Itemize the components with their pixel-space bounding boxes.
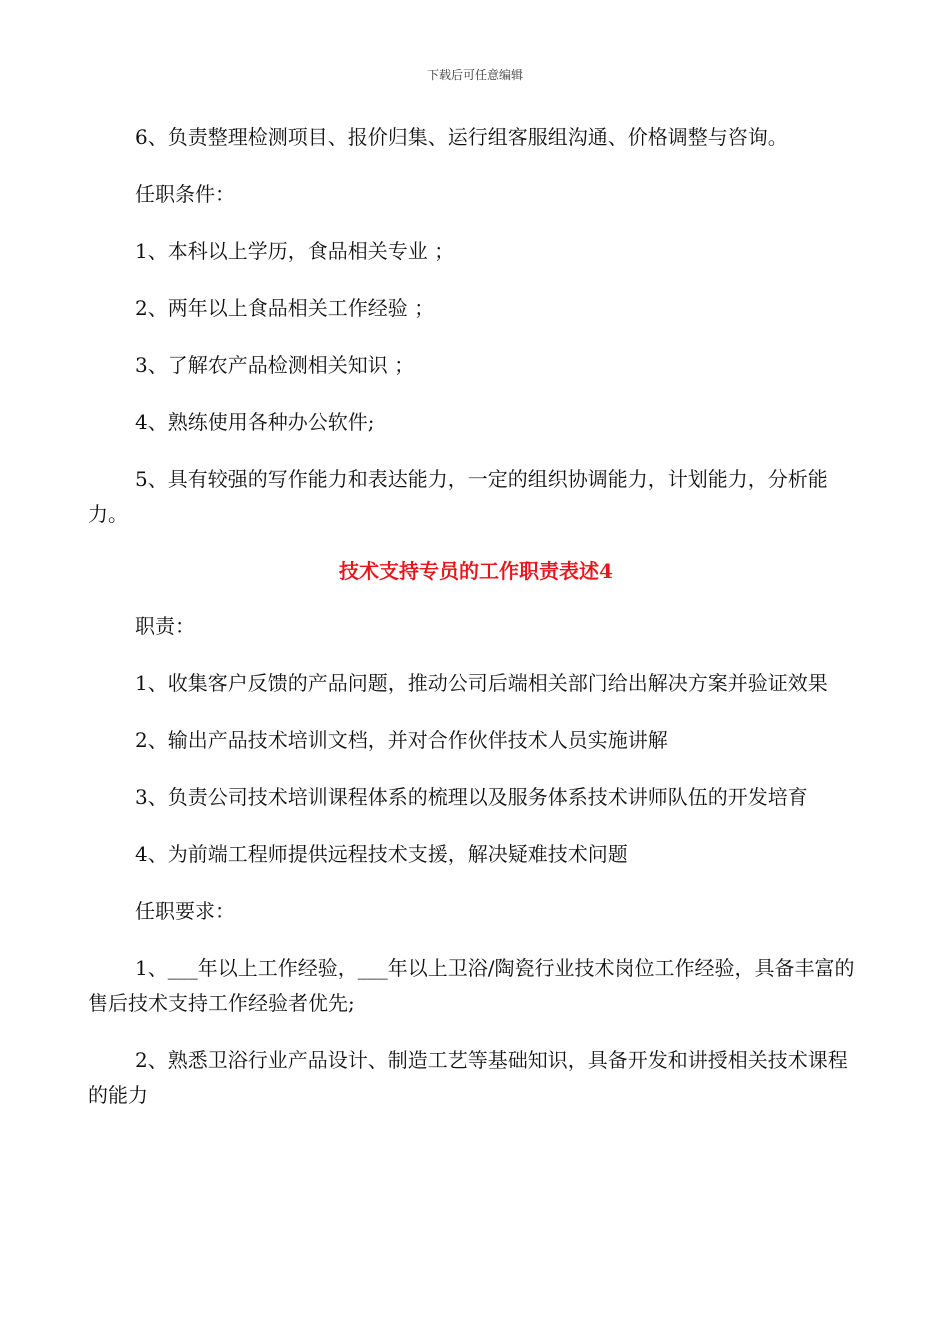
duties-heading: 职责： bbox=[135, 614, 195, 638]
duty-item-2: 2、输出产品技术培训文档，并对合作伙伴技术人员实施讲解 bbox=[135, 728, 668, 752]
requirement-item-1: 1、本科以上学历，食品相关专业 ； bbox=[135, 239, 455, 263]
section-title: 技术支持专员的工作职责表述4 bbox=[339, 559, 613, 583]
duty-item-3: 3、负责公司技术培训课程体系的梳理以及服务体系技术讲师队伍的开发培育 bbox=[135, 785, 808, 809]
job-requirements-heading: 任职要求： bbox=[135, 899, 235, 923]
requirement-item-2: 2、两年以上食品相关工作经验 ； bbox=[135, 296, 435, 320]
document-body bbox=[88, 120, 864, 1135]
requirement-item-4: 4、熟练使用各种办公软件; bbox=[135, 410, 375, 434]
requirements-heading: 任职条件： bbox=[135, 182, 235, 206]
requirement-item-5: 5、具有较强的写作能力和表达能力，一定的组织协调能力，计划能力，分析能力。 bbox=[88, 467, 828, 526]
job-requirement-item-2: 2、熟悉卫浴行业产品设计、制造工艺等基础知识，具备开发和讲授相关技术课程的能力 bbox=[88, 1048, 848, 1107]
job-requirement-item-1: 1、___年以上工作经验，___年以上卫浴/陶瓷行业技术岗位工作经验，具备丰富的售后技术支持工作经验者优先; bbox=[88, 956, 855, 1015]
requirement-item-3: 3、了解农产品检测相关知识 ； bbox=[135, 353, 415, 377]
duty-item-4: 4、为前端工程师提供远程技术支援，解决疑难技术问题 bbox=[135, 842, 628, 866]
page-header: 下载后可任意编辑 bbox=[426, 68, 523, 82]
duty-item-6: 6、负责整理检测项目、报价归集、运行组客服组沟通、价格调整与咨询。 bbox=[135, 125, 788, 149]
duty-item-1: 1、收集客户反馈的产品问题，推动公司后端相关部门给出解决方案并验证效果 bbox=[135, 671, 828, 695]
